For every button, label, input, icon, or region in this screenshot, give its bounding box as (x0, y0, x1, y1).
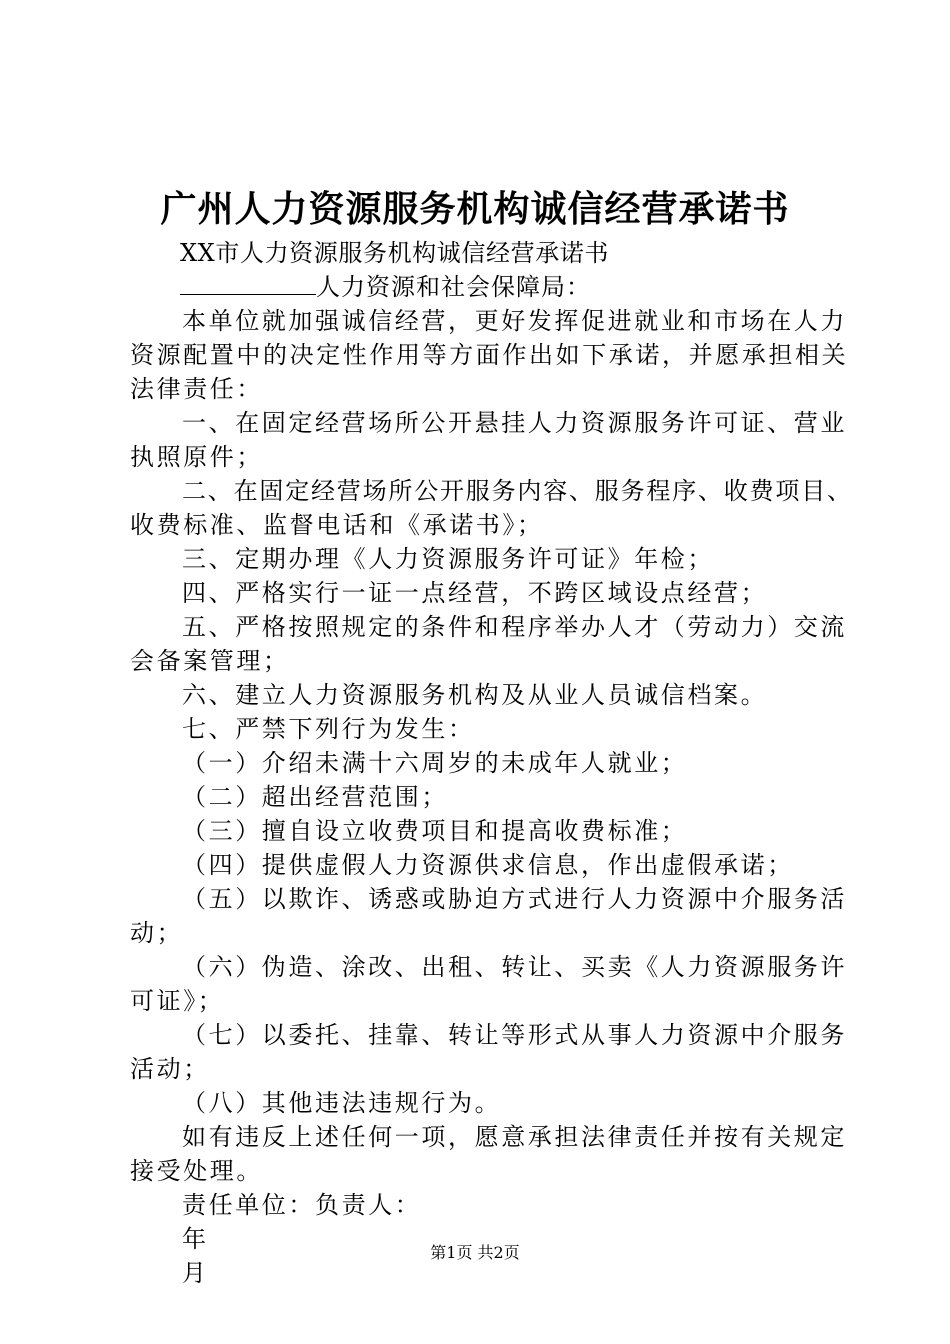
addressee-text: 人力资源和社会保障局： (316, 273, 591, 301)
paragraph-line: 资源配置中的决定性作用等方面作出如下承诺，并愿承担相关 (130, 341, 849, 369)
paragraph-line: 执照原件； (130, 443, 263, 471)
paragraph-line: （四）提供虚假人力资源供求信息，作出虚假承诺； (182, 851, 794, 879)
document-title: 广州人力资源服务机构诚信经营承诺书 (160, 188, 790, 230)
paragraph-line: 接受处理。 (130, 1157, 263, 1185)
paragraph-line: （五）以欺诈、诱惑或胁迫方式进行人力资源中介服务活 (182, 885, 847, 913)
page-footer: 第1页 共2页 (430, 1243, 520, 1262)
paragraph-line: 如有违反上述任何一项，愿意承担法律责任并按有关规定 (182, 1123, 847, 1151)
paragraph-line: （六）伪造、涂改、出租、转让、买卖《人力资源服务许 (182, 953, 847, 981)
date-month: 月 (182, 1259, 209, 1287)
paragraph-line: 一、在固定经营场所公开悬挂人力资源服务许可证、营业 (182, 409, 847, 437)
paragraph-line: （八）其他违法违规行为。 (182, 1089, 502, 1117)
paragraph-line: 五、严格按照规定的条件和程序举办人才（劳动力）交流 (182, 613, 847, 641)
paragraph-line: （一）介绍未满十六周岁的未成年人就业； (182, 749, 688, 777)
paragraph-line: 四、严格实行一证一点经营，不跨区域设点经营； (182, 579, 768, 607)
paragraph-line: 本单位就加强诚信经营，更好发挥促进就业和市场在人力 (182, 307, 847, 335)
paragraph-line: 七、严禁下列行为发生： (182, 715, 475, 743)
paragraph-line: 动； (130, 919, 184, 947)
signature-line: 责任单位：负责人： (182, 1191, 422, 1219)
document-subtitle: XX市人力资源服务机构诚信经营承诺书 (180, 239, 609, 267)
date-year: 年 (182, 1225, 209, 1253)
paragraph-line: （七）以委托、挂靠、转让等形式从事人力资源中介服务 (182, 1021, 847, 1049)
paragraph-line: （三）擅自设立收费项目和提高收费标准； (182, 817, 688, 845)
addressee-line (180, 270, 591, 304)
paragraph-line: 二、在固定经营场所公开服务内容、服务程序、收费项目、 (182, 477, 853, 505)
paragraph-line: 会备案管理； (130, 647, 290, 675)
paragraph-line: 法律责任： (130, 375, 263, 403)
addressee-blank (180, 274, 316, 295)
paragraph-line: 可证》； (130, 987, 225, 1015)
paragraph-line: 三、定期办理《人力资源服务许可证》年检； (182, 545, 714, 573)
paragraph-line: 六、建立人力资源服务机构及从业人员诚信档案。 (182, 681, 768, 709)
paragraph-line: 活动； (130, 1055, 210, 1083)
paragraph-line: （二）超出经营范围； (182, 783, 448, 811)
paragraph-line: 收费标准、监督电话和《承诺书》； (130, 511, 544, 539)
